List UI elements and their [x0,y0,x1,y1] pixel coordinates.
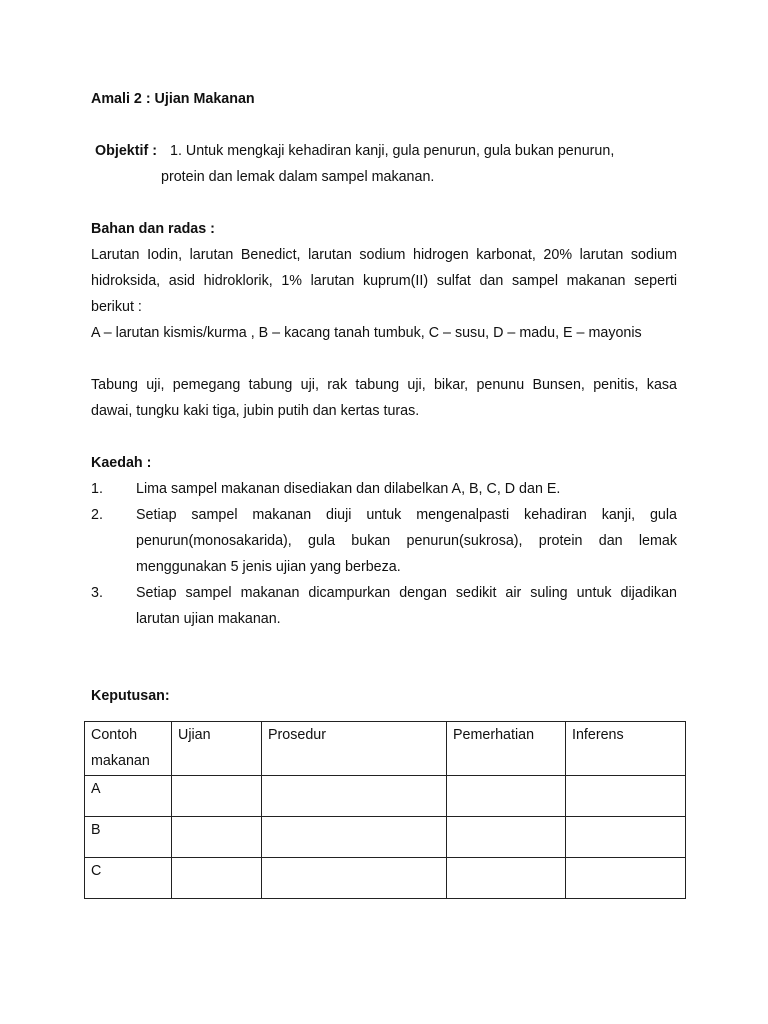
table-row [85,776,686,817]
step-line: menggunakan 5 jenis ujian yang berbeza. [136,559,401,575]
apparatus-paragraph [91,372,677,424]
apparatus-line-2: dawai, tungku kaki tiga, jubin putih dan kertas turas. [91,403,420,419]
objective-line-2: protein dan lemak dalam sampel makanan. [161,169,435,185]
column-header: Prosedur [262,722,447,776]
samples-line: A – larutan kismis/kurma , B – kacang tanah tumbuk, C – susu, D – madu, E – mayonis [91,325,642,341]
column-header: Pemerhatian [447,722,566,776]
table-cell [447,858,566,899]
table-cell [566,858,686,899]
results-heading: Keputusan: [91,688,170,704]
materials-paragraph [91,242,677,346]
table-cell [262,817,447,858]
table-row [85,858,686,899]
results-table [84,721,686,899]
materials-heading: Bahan dan radas : [91,221,215,237]
step-line: penurun(monosakarida), gula bukan penurun(sukrosa), protein dan lemak [136,533,677,549]
materials-line-2: hidroksida, asid hidroklorik, 1% larutan kuprum(II) sulfat dan sampel makanan seperti [91,273,677,289]
step-number: 1. [91,481,103,497]
column-header [85,722,172,776]
step-line: larutan ujian makanan. [136,611,281,627]
apparatus-line-1: Tabung uji, pemegang tabung uji, rak tabung uji, bikar, penunu Bunsen, penitis, kasa [91,377,677,393]
table-cell [447,817,566,858]
table-header-row [85,722,686,776]
sample-label-cell: C [85,858,172,899]
page-title: Amali 2 : Ujian Makanan [91,91,255,107]
table-cell [447,776,566,817]
table-row [85,817,686,858]
header-col1-line1: Contoh [91,727,138,743]
step-number: 2. [91,507,103,523]
table-cell [262,776,447,817]
step-line: Setiap sampel makanan diuji untuk mengenalpasti kehadiran kanji, gula [136,507,677,523]
table-cell [172,776,262,817]
step-line: Setiap sampel makanan dicampurkan dengan sedikit air suling untuk dijadikan [136,585,677,601]
method-heading: Kaedah : [91,455,152,471]
table-cell [566,817,686,858]
objective-line-1: 1. Untuk mengkaji kehadiran kanji, gula penurun, gula bukan penurun, [170,143,615,159]
objective-label: Objektif : [95,143,157,159]
step-text [136,502,677,580]
column-header: Ujian [172,722,262,776]
table-cell [566,776,686,817]
column-header: Inferens [566,722,686,776]
step-line: Lima sampel makanan disediakan dan dilabelkan A, B, C, D dan E. [136,481,561,497]
materials-line-3: berikut : [91,299,142,315]
step-text [136,476,677,502]
step-number: 3. [91,585,103,601]
header-col1-line2: makanan [91,753,150,769]
table-cell [172,817,262,858]
table-cell [262,858,447,899]
materials-line-1: Larutan Iodin, larutan Benedict, larutan sodium hidrogen karbonat, 20% larutan sodium [91,247,677,263]
sample-label-cell: B [85,817,172,858]
sample-label-cell: A [85,776,172,817]
table-cell [172,858,262,899]
step-text [136,580,677,632]
